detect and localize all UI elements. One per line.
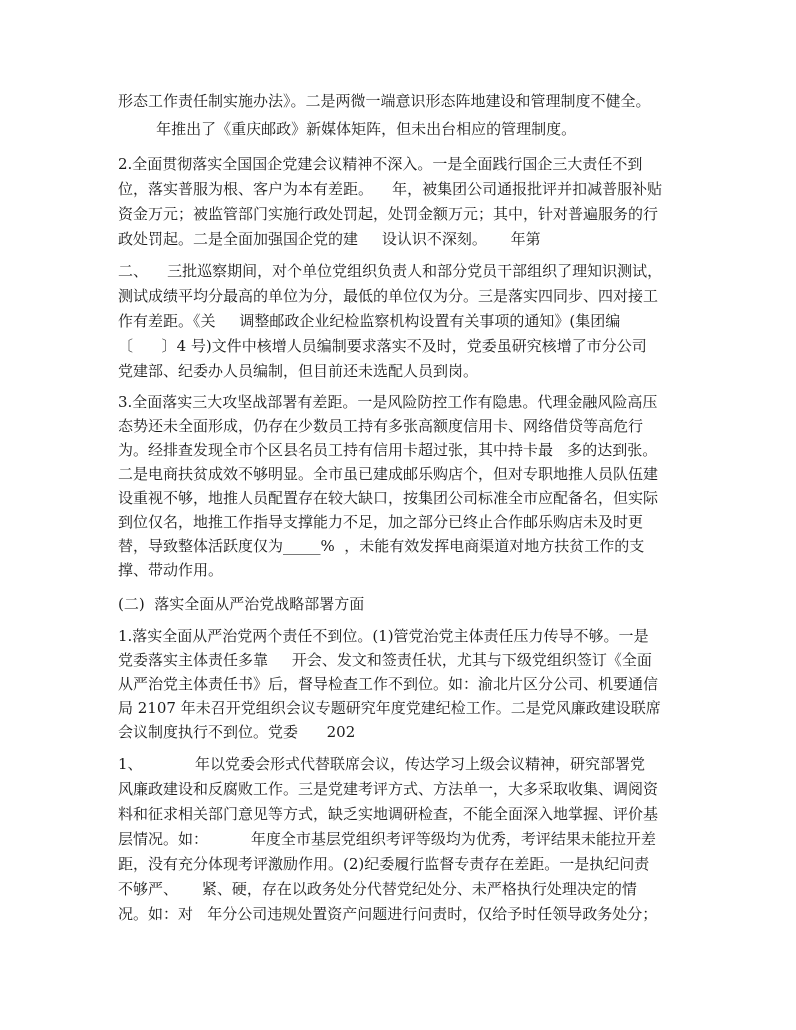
text-line: 党委落实主体责任多靠 开会、发文和签责任状，尤其与下级党组织签订《全面 (118, 651, 652, 669)
text-line: 设重视不够，地推人员配置存在较大缺口，按集团公司标准全市应配备名，但实际 (118, 489, 659, 507)
text-line: 到位仅名，地推工作指导支撑能力不足，加之部分已终止合作邮乐购店未及时更 (118, 513, 644, 531)
text-line: 1.落实全面从严治党两个责任不到位。(1)管党治党主体责任压力传导不够。一是 (118, 627, 649, 645)
text-line: 1、 年以党委会形式代替联席会议，传达学习上级会议精神，研究部署党 (118, 755, 645, 773)
text-line: 二、 三批巡察期间，对个单位党组织负责人和部分党员干部组织了理知识测试， (118, 262, 663, 280)
text-line: 料和征求相关部门意见等方式，缺乏实地调研检查，不能全面深入地掌握、评价基 (118, 805, 659, 823)
text-line: 况。如：对 年分公司违规处置资产问题进行问责时，仅给予时任领导政务处分； (118, 905, 658, 923)
text-line: 层情况。如： 年度全市基层党组织考评等级均为优秀，考评结果未能拉开差 (118, 830, 656, 848)
text-line: 作有差距。《关 调整邮政企业纪检监察机构设置有关事项的通知》(集团编 (118, 312, 621, 330)
text-line: 不够严、 紧、硬，存在以政务处分代替党纪处分、未严格执行处理决定的情 (118, 880, 637, 898)
text-line: 资金万元；被监管部门实施行政处罚起，处罚金额万元；其中，针对普遍服务的行 (118, 205, 659, 223)
text-line: 风廉政建设和反腐败工作。三是党建考评方式、方法单一，大多采取收集、调阅资 (118, 780, 659, 798)
text-line: 2.全面贯彻落实全国国企党建会议精神不深入。一是全面践行国企三大责任不到 (118, 155, 643, 173)
text-line: 形态工作责任制实施办法》。二是两微一端意识形态阵地建设和管理制度不健全。 (118, 92, 651, 110)
text-line: 局 2107 年未召开党组织会议专题研究年度党建纪检工作。二是党风廉政建设联席 (118, 699, 661, 717)
text-line: 党建部、纪委办人员编制，但目前还未选配人员到岗。 (118, 362, 479, 380)
text-line: 撑、带动作用。 (118, 561, 224, 579)
text-line: 从严治党主体责任书》后，督导检查工作不到位。如：渝北片区分公司、机要通信 (118, 675, 659, 693)
text-line: 二是电商扶贫成效不够明显。全市虽已建成邮乐购店个，但对专职地推人员队伍建 (118, 465, 659, 483)
text-line: 态势还未全面形成，仍存在少数员工持有多张高额度信用卡、网络借贷等高危行 (118, 417, 644, 435)
text-line: 测试成绩平均分最高的单位为分，最低的单位仅为分。三是落实四同步、四对接工 (118, 287, 659, 305)
text-line: 政处罚起。二是全面加强国企党的建 设认识不深刻。 年第 (118, 230, 541, 248)
text-line: (二) 落实全面从严治党战略部署方面 (118, 595, 365, 613)
text-line: 位，落实普服为根、客户为本有差距。 年，被集团公司通报批评并扣减普服补贴 (118, 180, 663, 198)
text-line: 3.全面落实三大攻坚战部署有差距。一是风险防控工作有隐患。代理金融风险高压 (118, 393, 658, 411)
text-line: 距，没有充分体现考评激励作用。(2)纪委履行监督专责存在差距。一是执纪问责 (118, 855, 650, 873)
text-line: 会议制度执行不到位。党委 202 (118, 723, 356, 741)
text-line: 年推出了《重庆邮政》新媒体矩阵，但未出台相应的管理制度。 (118, 120, 577, 138)
text-line: 为。经排查发现全市个区县名员工持有信用卡超过张，其中持卡最 多的达到张。 (118, 441, 658, 459)
text-line: 替，导致整体活跃度仅为_____% ，未能有效发挥电商渠道对地方扶贫工作的支 (118, 537, 645, 555)
text-line: 〔 〕4 号)文件中核增人员编制要求落实不及时，党委虽研究核增了市分公司 (118, 337, 647, 355)
